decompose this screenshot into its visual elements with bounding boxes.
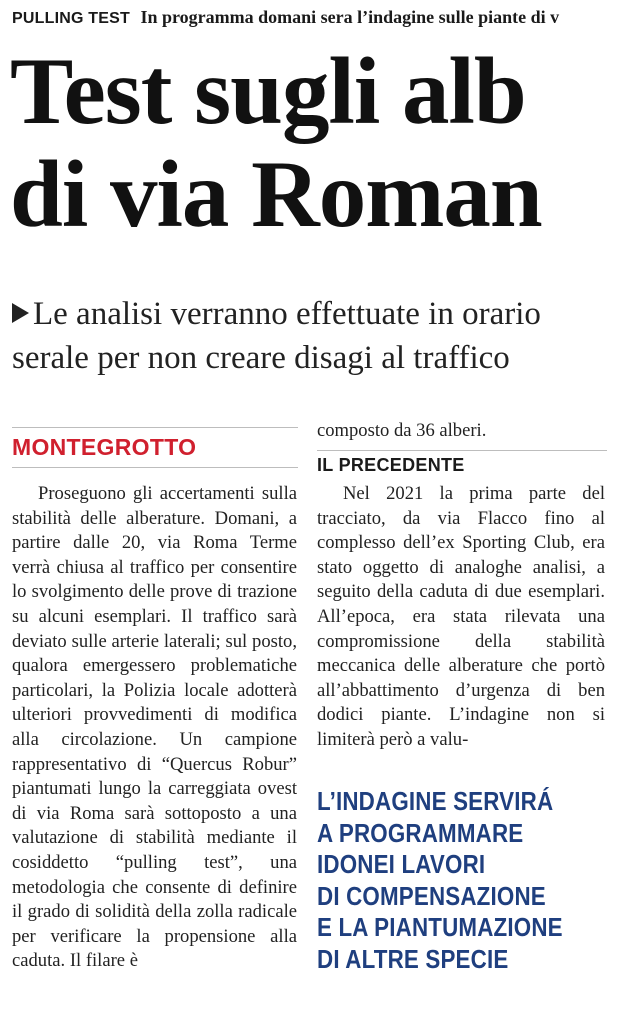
subheadline <box>12 292 612 380</box>
pull-quote-line: DI COMPENSAZIONE <box>317 880 546 911</box>
section-label: MONTEGROTTO <box>12 434 197 460</box>
subheadline-line-2: serale per non creare disagi al traffico <box>12 340 510 376</box>
subheading-rule <box>317 450 607 451</box>
article-column-2-continuation: composto da 36 alberi. <box>317 420 487 441</box>
top-line-text: In programma domani sera l’indagine sulle piante di v <box>140 7 560 27</box>
subheadline-line-1: Le analisi verranno effettuate in orario <box>33 296 541 332</box>
headline <box>10 40 617 246</box>
headline-line-2: di via Roman <box>10 141 542 246</box>
article-column-1: Proseguono gli accertamenti sulla stabilità delle alberature. Domani, a partire dalle 20, via Roma Terme verrà chiusa al traffico per consentire lo svolgimento delle prove di trazione su alcuni esemplari. Il traffico sarà deviato sulle arterie laterali; sul posto, qualora emergessero problematiche particolari, la Polizia locale adotterà ulteriori provvedimenti di modifica alla circolazione. Un campione rappresentativo di “Quercus Robur” piantumati lungo la carreggiata ovest di via Roma sarà sottoposto a una valutazione di stabilità mediante il cosiddetto “pulling test”, una metodologia che consente di definire il grado di solidità della zolla radicale per verificare la propensione alla caduta. Il filare è <box>12 483 297 972</box>
section-rule-bottom <box>12 467 298 468</box>
pull-quote <box>317 786 566 975</box>
headline-line-1: Test sugli alb <box>10 40 526 144</box>
triangle-bullet-icon <box>12 303 29 323</box>
section-rule-top <box>12 427 298 428</box>
pull-quote-line: A PROGRAMMARE <box>317 817 524 848</box>
pull-quote-line: IDONEI LAVORI <box>317 849 486 879</box>
pull-quote-line: DI ALTRE SPECIE <box>317 943 509 974</box>
kicker-label: PULLING TEST <box>12 10 130 27</box>
article-subheading: IL PRECEDENTE <box>317 455 465 475</box>
pull-quote-line: L’INDAGINE SERVIRÁ <box>317 786 554 816</box>
top-line <box>12 6 617 30</box>
article-column-2: Nel 2021 la prima parte del tracciato, da via Flacco fino al complesso dell’ex Sporting Club, era stato oggetto di analoghe analisi, a seguito della caduta di due esemplari. All’epoca, era stata rilevata una compromissione della stabilità meccanica delle alberature che portò all’abbattimento d’urgenza di ben dodici piante. L’indagine non si limiterà però a valu- <box>317 483 605 750</box>
pull-quote-line: E LA PIANTUMAZIONE <box>317 912 563 942</box>
